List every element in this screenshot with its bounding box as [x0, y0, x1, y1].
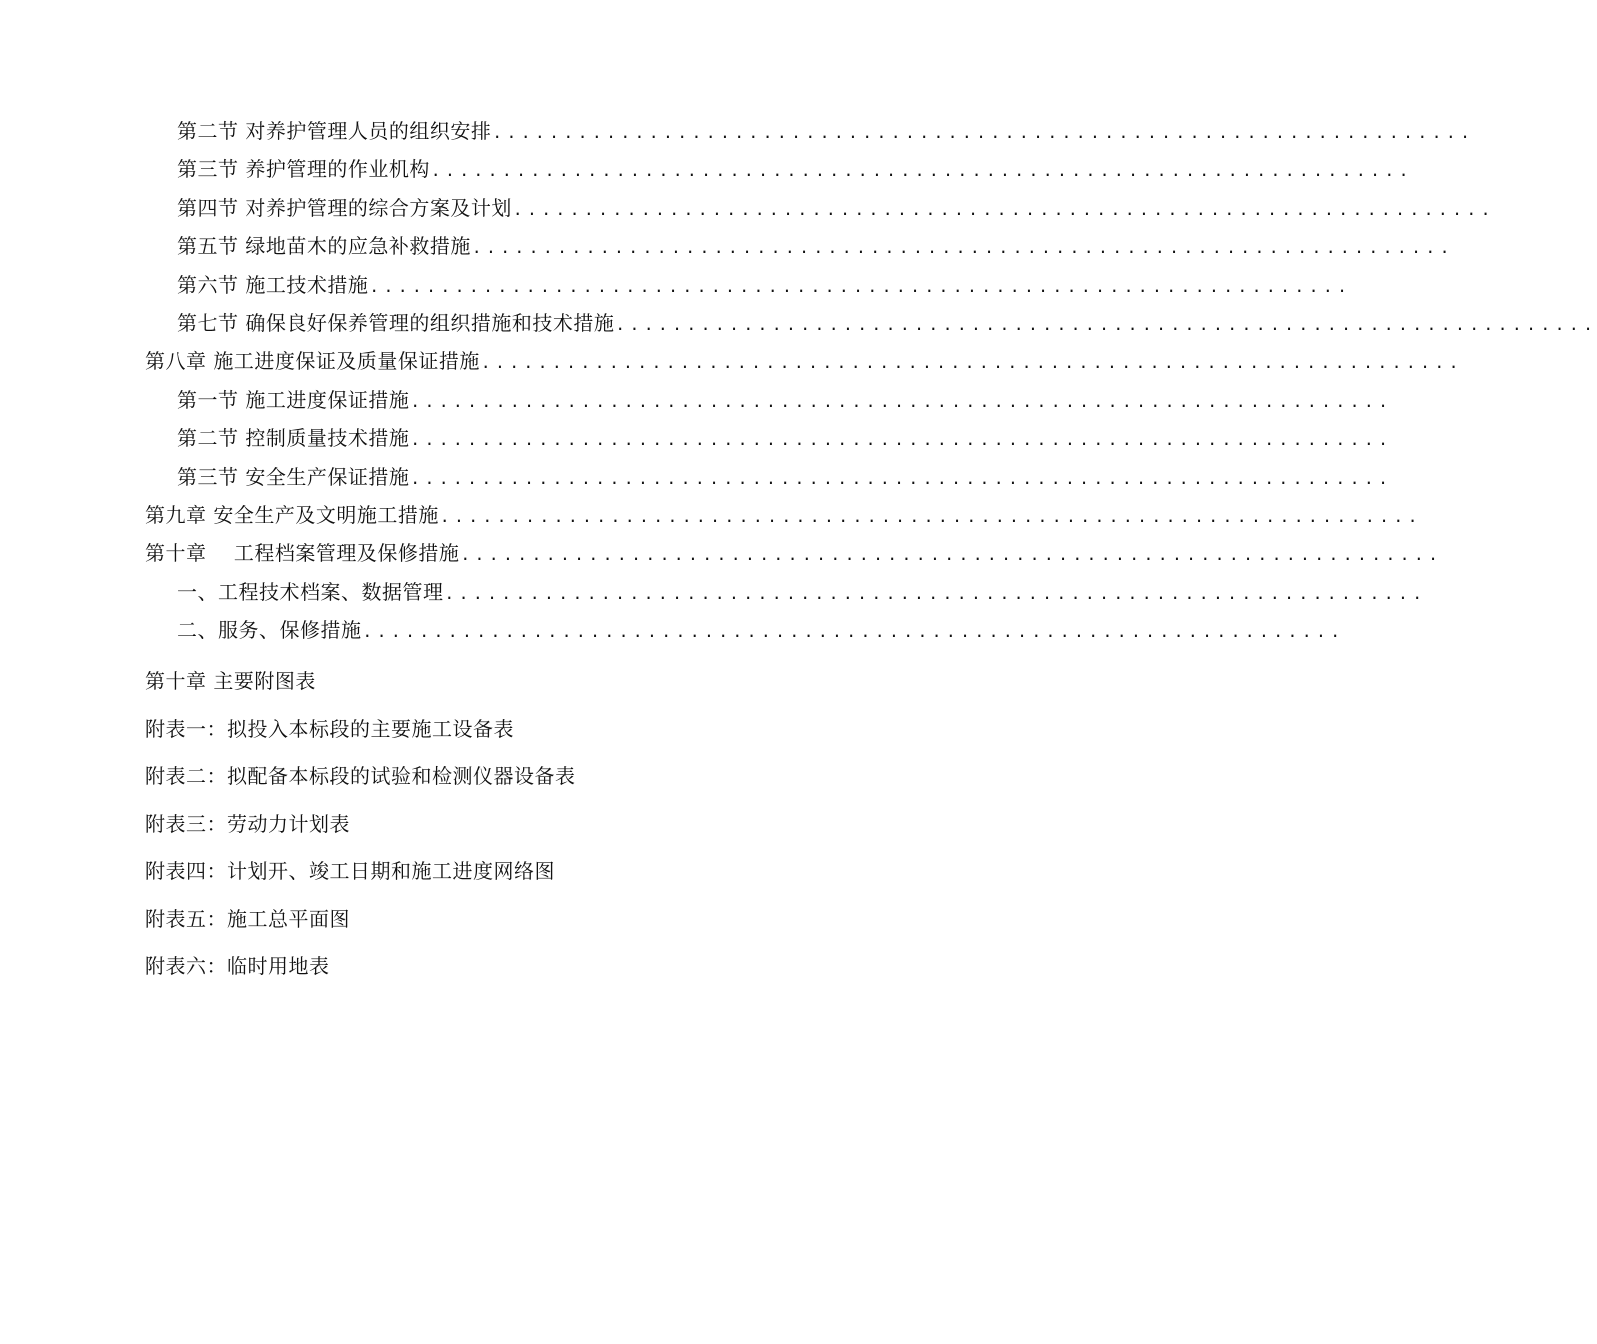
appendix-list: [145, 658, 825, 991]
toc-entry-text: 第十章 工程档案管理及保修措施: [145, 541, 460, 566]
toc-entry-text: 第二节 对养护管理人员的组织安排: [177, 119, 492, 143]
toc-entry-text: 第二节 控制质量技术措施: [177, 426, 410, 451]
appendix-item: 附表一：拟投入本标段的主要施工设备表: [145, 716, 514, 741]
appendix-heading: 第十章 主要附图表: [145, 669, 316, 693]
appendix-item: 附表四：计划开、竣工日期和施工进度网络图: [145, 859, 555, 883]
toc-entry: [145, 381, 1393, 419]
toc-leader-dots: .....................................................................: [410, 430, 1393, 450]
toc-entry-text: 第九章 安全生产及文明施工措施: [145, 502, 439, 527]
toc-entry-text: 第四节 对养护管理的综合方案及计划: [177, 195, 512, 220]
toc-leader-dots: .....................................................................: [369, 276, 1352, 296]
table-of-contents: [145, 112, 1597, 649]
toc-entry-text: 第一节 施工进度保证措施: [177, 387, 410, 412]
toc-entry: [145, 112, 1475, 150]
toc-chapter: [145, 496, 1422, 534]
appendix-item: 附表六：临时用地表: [145, 954, 330, 978]
toc-entry-text: 一、工程技术档案、数据管理: [177, 579, 444, 604]
toc-leader-dots: .....................................................................: [492, 123, 1475, 142]
toc-entry: [145, 304, 1597, 342]
toc-leader-dots: .....................................................................: [615, 314, 1597, 334]
toc-leader-dots: .....................................................................: [410, 468, 1393, 488]
toc-entry: [145, 266, 1352, 304]
toc-entry: [145, 458, 1393, 496]
toc-entry-text: 第三节 养护管理的作业机构: [177, 157, 430, 182]
toc-entry-text: 第七节 确保良好保养管理的组织措施和技术措施: [177, 310, 615, 335]
toc-entry-text: 二、服务、保修措施: [177, 618, 362, 643]
toc-entry: [145, 227, 1454, 265]
appendix-item: 附表二：拟配备本标段的试验和检测仪器设备表: [145, 764, 576, 788]
toc-leader-dots: .....................................................................: [512, 199, 1495, 219]
appendix-item: 附表三：劳动力计划表: [145, 811, 350, 836]
toc-entry: [145, 150, 1413, 188]
toc-entry-text: 第五节 绿地苗木的应急补救措施: [177, 234, 471, 259]
toc-entry: [145, 573, 1427, 611]
toc-leader-dots: .....................................................................: [430, 161, 1413, 181]
toc-leader-dots: .....................................................................: [362, 622, 1345, 642]
toc-entry-text: 第三节 安全生产保证措施: [177, 464, 410, 489]
toc-leader-dots: .....................................................................: [439, 506, 1422, 526]
toc-entry-text: 第六节 施工技术措施: [177, 272, 369, 297]
toc-leader-dots: .....................................................................: [480, 353, 1463, 373]
toc-leader-dots: .....................................................................: [410, 391, 1393, 411]
toc-leader-dots: .....................................................................: [460, 545, 1443, 565]
toc-leader-dots: .....................................................................: [444, 583, 1427, 603]
appendix-item: 附表五：施工总平面图: [145, 906, 350, 931]
toc-chapter: [145, 342, 1463, 380]
toc-chapter: [145, 534, 1443, 572]
toc-entry: [145, 189, 1495, 227]
toc-entry: [145, 419, 1393, 457]
toc-entry-text: 第八章 施工进度保证及质量保证措施: [145, 349, 480, 374]
toc-leader-dots: .....................................................................: [471, 238, 1454, 258]
toc-entry: [145, 611, 1345, 649]
